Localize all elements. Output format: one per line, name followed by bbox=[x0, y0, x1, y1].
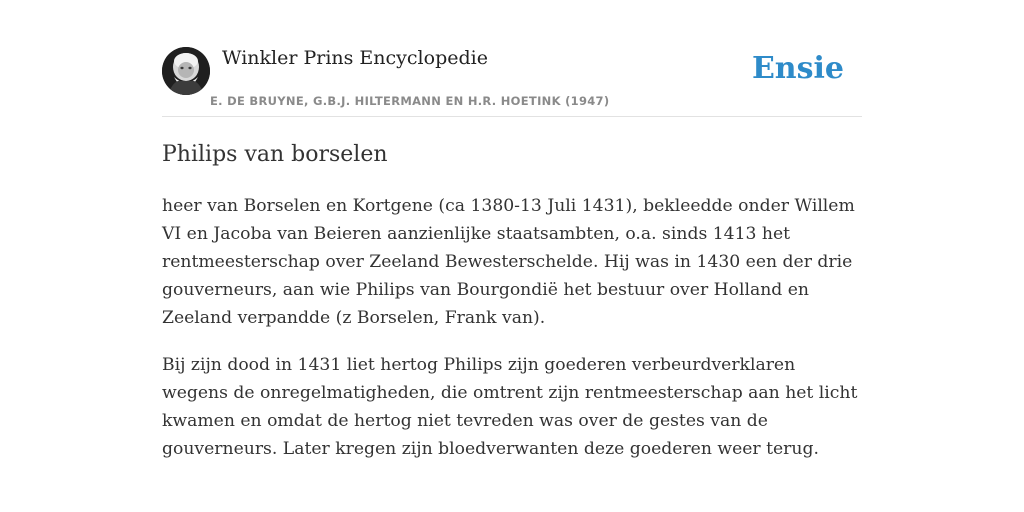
encyclopedia-title[interactable]: Winkler Prins Encyclopedie bbox=[222, 47, 488, 69]
authors-credit: E. DE BRUYNE, G.B.J. HILTERMANN EN H.R. HOETINK (1947) bbox=[210, 94, 610, 108]
ensie-logo[interactable]: Ensie bbox=[751, 51, 844, 86]
article-paragraph: Bij zijn dood in 1431 liet hertog Philips zijn goederen verbeurdverklaren wegens de onregelmatigheden, die omtrent zijn rentmeesterschap aan het licht kwamen en omdat de hertog niet tevreden was over de gestes van de gouverneurs. Later kregen zijn bloedverwanten deze goederen weer terug. bbox=[162, 355, 858, 459]
article-body bbox=[162, 192, 862, 482]
encyclopedia-header bbox=[162, 40, 862, 117]
portrait-icon bbox=[162, 47, 210, 95]
author-avatar[interactable] bbox=[162, 47, 210, 95]
article-paragraph: heer van Borselen en Kortgene (ca 1380-13 Juli 1431), bekleedde onder Willem VI en Jacoba van Beieren aanzienlijke staatsambten, o.a. sinds 1413 het rentmeesterschap over Zeeland Bewesterschelde. Hij was in 1430 een der drie gouverneurs, aan wie Philips van Bourgondië het bestuur over Holland en Zeeland verpandde (z Borselen, Frank van). bbox=[162, 196, 855, 328]
article-title: Philips van borselen bbox=[162, 142, 388, 167]
